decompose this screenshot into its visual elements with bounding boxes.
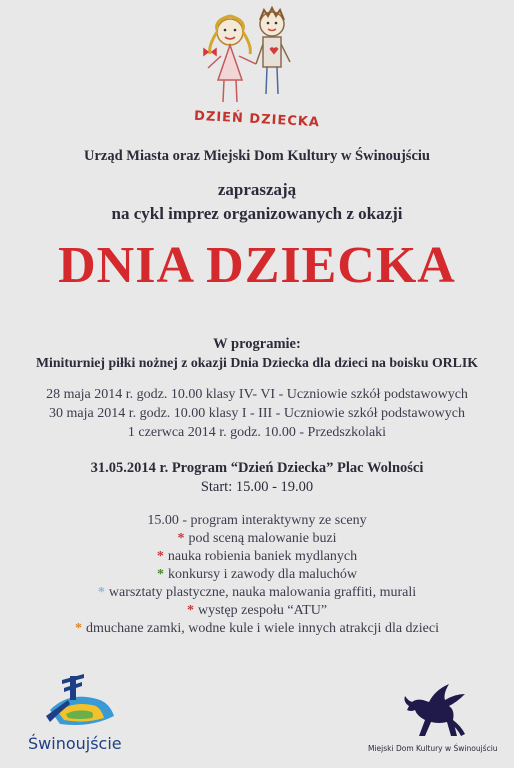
city-logo-text: Świnoujście [28, 734, 122, 753]
organizer-line: Urząd Miasta oraz Miejski Dom Kultury w Świnoujściu [84, 148, 430, 164]
children-drawing-icon [190, 2, 310, 112]
invite-line-2: na cykl imprez organizowanych z okazji [111, 204, 403, 223]
star-bullet-icon: * [75, 621, 82, 636]
program-heading: W programie: [213, 336, 301, 352]
activity-item: * występ zespołu “ATU” [186, 603, 328, 618]
main-title: DNIA DZIECKA [58, 237, 456, 294]
star-bullet-icon: * [186, 603, 194, 618]
activity-item: * pod sceną malowanie buzi [177, 531, 337, 546]
mdk-logo-text: Miejski Dom Kultury w Świnoujściu [368, 744, 498, 753]
activity-item: * nauka robienia baniek mydlanych [156, 549, 358, 564]
star-bullet-icon: * [157, 567, 165, 582]
kids-badge-text: DZIEŃ DZIECKA [193, 108, 321, 131]
program-subtitle: Miniturniej piłki nożnej z okazji Dnia Dziecka dla dzieci na boisku ORLIK [36, 355, 478, 370]
swinoujscie-logo-icon [40, 670, 120, 730]
boy-figure [256, 8, 290, 94]
activity-first: 15.00 - program interaktywny ze sceny [147, 513, 367, 528]
schedule-item: 30 maja 2014 r. godz. 10.00 klasy I - III - Uczniowie szkół podstawowych [48, 406, 465, 421]
invite-line-1: zapraszają [217, 180, 297, 199]
star-bullet-icon: * [156, 549, 164, 564]
event-heading: 31.05.2014 r. Program “Dzień Dziecka” Plac Wolności [90, 460, 424, 476]
activity-item: * dmuchane zamki, wodne kule i wiele innych atrakcji dla dzieci [75, 621, 439, 636]
star-bullet-icon: * [97, 585, 105, 600]
pegasus-logo-icon [395, 676, 475, 744]
girl-figure [204, 16, 256, 102]
event-start-time: Start: 15.00 - 19.00 [200, 479, 314, 495]
schedule-item: 28 maja 2014 r. godz. 10.00 klasy IV- VI - Uczniowie szkół podstawowych [46, 387, 468, 402]
schedule-item: 1 czerwca 2014 r. godz. 10.00 - Przedszkolaki [127, 425, 387, 440]
star-bullet-icon: * [177, 531, 185, 546]
activity-item: * konkursy i zawody dla maluchów [157, 567, 357, 582]
activity-item: * warsztaty plastyczne, nauka malowania graffiti, murali [97, 585, 417, 600]
